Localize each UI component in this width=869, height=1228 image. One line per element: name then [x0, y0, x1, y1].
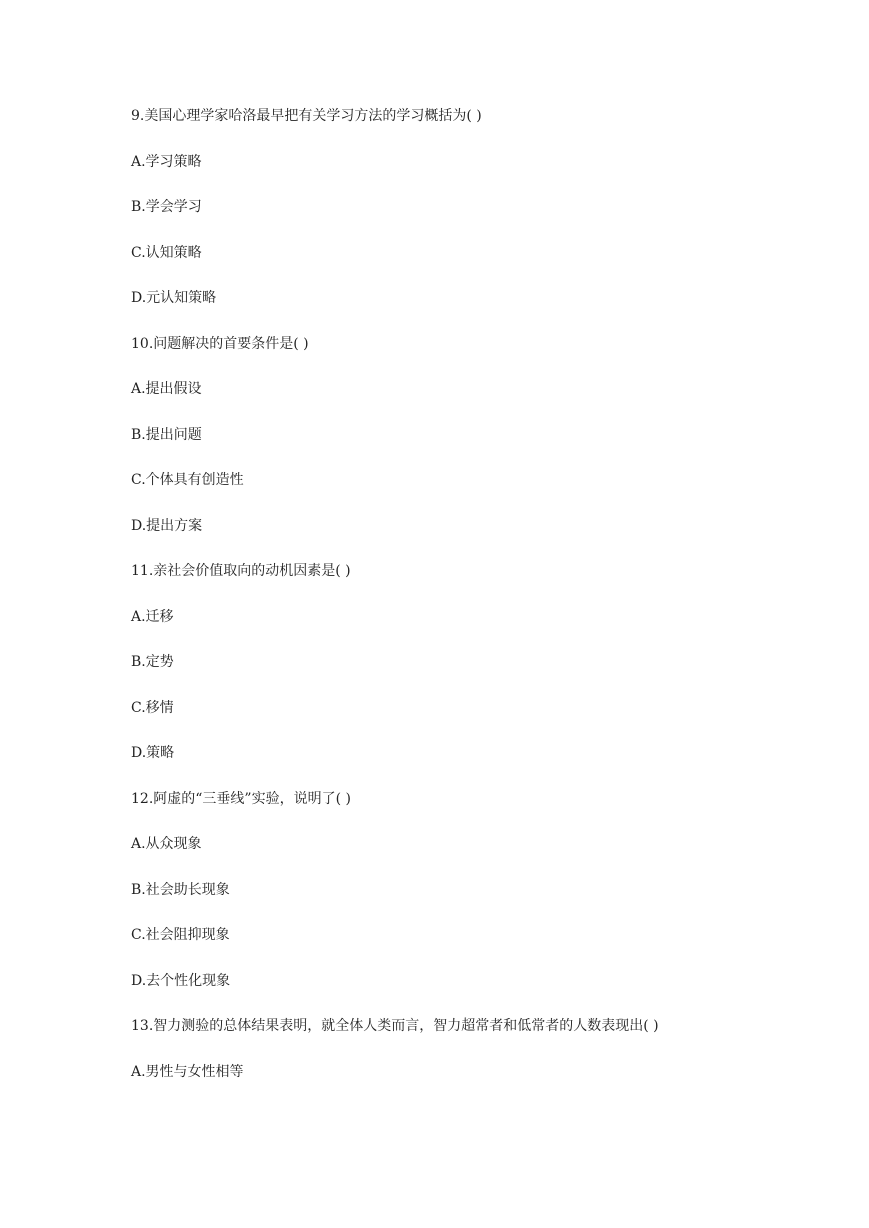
option-c: C.社会阻抑现象 — [131, 927, 230, 943]
option-d: D.策略 — [131, 745, 175, 761]
option-d: D.提出方案 — [131, 517, 203, 534]
option-b: B.定势 — [131, 654, 174, 670]
question-stem: 9.美国心理学家哈洛最早把有关学习方法的学习概括为( ) — [131, 108, 482, 124]
option-c: C.移情 — [131, 699, 174, 716]
option-a: A.从众现象 — [131, 836, 202, 852]
question-list — [131, 104, 831, 1105]
option-d: D.元认知策略 — [131, 290, 217, 306]
option-a: A.学习策略 — [131, 153, 202, 170]
question-stem: 10.问题解决的首要条件是( ) — [131, 335, 309, 352]
question-stem: 12.阿虚的“三垂线”实验，说明了( ) — [131, 790, 351, 807]
option-c: C.个体具有创造性 — [131, 472, 244, 488]
option-a: A.男性与女性相等 — [131, 1063, 244, 1080]
option-b: B.提出问题 — [131, 426, 202, 443]
option-b: B.学会学习 — [131, 199, 202, 215]
option-c: C.认知策略 — [131, 244, 202, 261]
question-stem: 13.智力测验的总体结果表明，就全体人类而言，智力超常者和低常者的人数表现出( ) — [131, 1018, 659, 1034]
option-a: A.提出假设 — [131, 381, 202, 397]
option-b: B.社会助长现象 — [131, 881, 230, 898]
question-stem: 11.亲社会价值取向的动机因素是( ) — [131, 563, 351, 579]
option-a: A.迁移 — [131, 608, 174, 625]
option-d: D.去个性化现象 — [131, 972, 231, 989]
